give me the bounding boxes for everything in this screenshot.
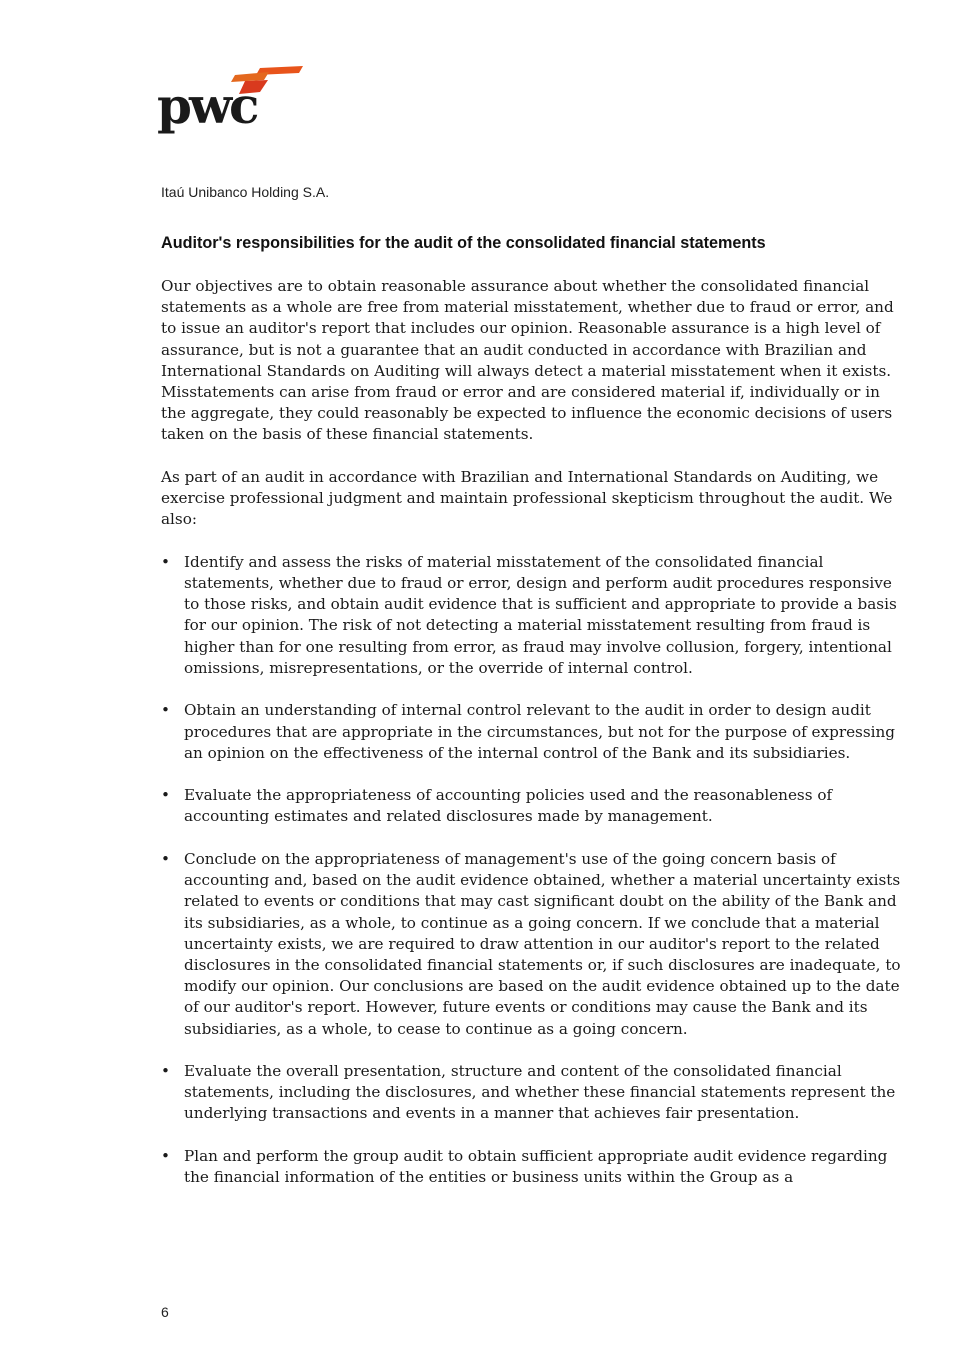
list-item-text: Obtain an understanding of internal control relevant to the audit in order to design audit procedures that are appropriate in the circumstances, but not for the purpose of expressing an opinion on the effectiveness of the internal control of the Bank and its subsidiaries. [184,701,896,762]
section-heading: Auditor's responsibilities for the audit of the consolidated financial statements [161,234,766,252]
bullet-icon: • [161,1062,170,1081]
list-item [161,1061,901,1125]
list-item [161,1146,901,1188]
list-item [161,785,901,827]
company-name: Itaú Unibanco Holding S.A. [161,184,330,200]
list-item [161,552,901,679]
paragraph-objectives: Our objectives are to obtain reasonable assurance about whether the consolidated financial statements as a whole are free from material misstatement, whether due to fraud or error, and to issue an auditor's report that includes our opinion. Reasonable assurance is a high level of assurance, but is not a guarantee that an audit conducted in accordance with Brazilian and International Standards on Auditing will always detect a material misstatement when it exists. Misstatements can arise from fraud or error and are considered material if, individually or in the aggregate, they could reasonably be expected to influence the economic decisions of users taken on the basis of these financial statements. [161,277,894,444]
list-item [161,700,901,764]
body-text [161,276,901,1210]
pwc-logo [157,65,307,143]
list-item-text: Conclude on the appropriateness of management's use of the going concern basis of accounting and, based on the audit evidence obtained, whether a material uncertainty exists related to events or conditions that may cast significant doubt on the ability of the Bank and its subsidiaries, as a whole, to continue as a going concern. If we conclude that a material uncertainty exists, we are required to draw attention in our auditor's report to the related disclosures in the consolidated financial statements or, if such disclosures are inadequate, to modify our opinion. Our conclusions are based on the audit evidence obtained up to the date of our auditor's report. However, future events or conditions may cause the Bank and its subsidiaries, as a whole, to cease to continue as a going concern. [184,849,901,1038]
bullet-icon: • [161,786,170,805]
bullet-icon: • [161,701,170,720]
bullet-icon: • [161,1146,170,1165]
list-item-text: Evaluate the appropriateness of accounting policies used and the reasonableness of accounting estimates and related disclosures made by management. [184,786,833,826]
list-item-text: Plan and perform the group audit to obtain sufficient appropriate audit evidence regarding the financial information of the entities or business units within the Group as a [184,1146,888,1187]
list-item [161,849,901,1040]
logo-wordmark: pwc [157,76,257,135]
list-item-text: Identify and assess the risks of material misstatement of the consolidated financial statements, whether due to fraud or error, design and perform audit procedures responsive to those risks, and obtain audit evidence that is sufficient and appropriate to provide a basis for our opinion. The risk of not detecting a material misstatement resulting from fraud is higher than for one resulting from error, as fraud may involve collusion, forgery, intentional omissions, misrepresentations, or the override of internal control. [184,552,897,677]
responsibility-list [161,552,901,1189]
bullet-icon: • [161,849,170,868]
bullet-icon: • [161,552,170,571]
list-item-text: Evaluate the overall presentation, structure and content of the consolidated financial statements, including the disclosures, and whether these financial statements represent the underlying transactions and events in a manner that achieves fair presentation. [184,1062,896,1123]
paragraph-audit-approach: As part of an audit in accordance with Brazilian and International Standards on Auditing, we exercise professional judgment and maintain professional skepticism throughout the audit. We also: [161,467,893,529]
page-number: 6 [161,1304,169,1320]
